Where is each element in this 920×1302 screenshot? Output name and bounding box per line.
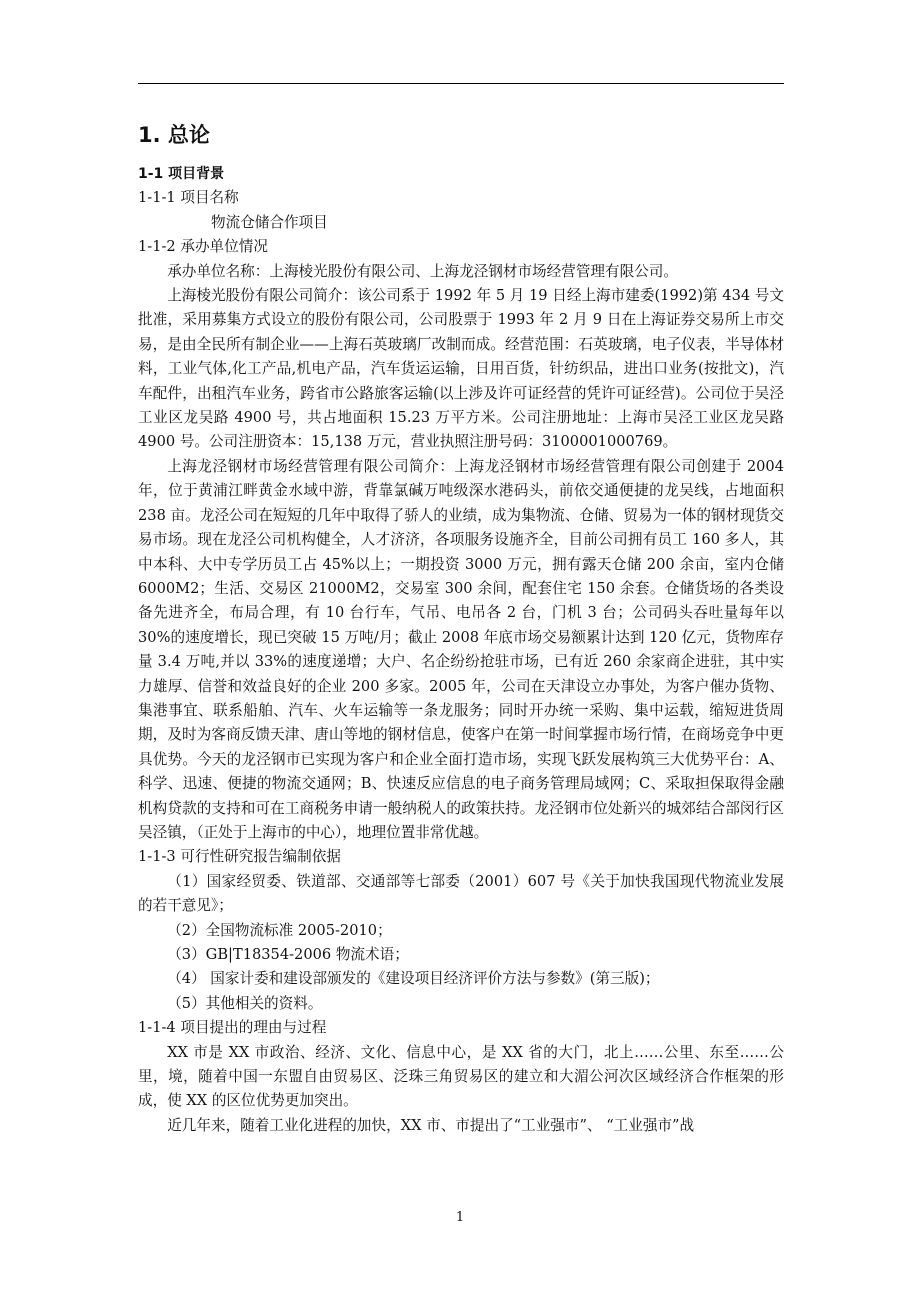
document-body (138, 120, 784, 1138)
basis-item: （2）全国物流标准 2005-2010； (167, 921, 392, 939)
paragraph-longjing: 上海龙泾钢材市场经营管理有限公司简介：上海龙泾钢材市场经营管理有限公司创建于 2004 年，位于黄浦江畔黄金水域中游，背靠氯碱万吨级深水港码头，前依交通便捷的龙吴线，占地面积 238 亩。龙泾公司在短短的几年中取得了骄人的业绩，成为集物流、仓储、贸易为一体的钢材现货交易市场。现在龙泾公司机构健全，人才济济，各项服务设施齐全，目前公司拥有员工 160 多人，其中本科、大中专学历员工占 45%以上；一期投资 3000 万元，拥有露天仓储 200 余亩，室内仓储 6000M2；生活、交易区 21000M2，交易室 300 余间，配套住宅 150 余套。仓储货场的各类设备先进齐全，布局合理，有 10 台行车，气吊、电吊各 2 台，门机 3 台；公司码头吞吐量每年以 30%的速度增长，现已突破 15 万吨/月；截止 2008 年底市场交易额累计达到 120 亿元，货物库存量 3.4 万吨,并以 33%的速度递增；大户、名企纷纷抢驻市场，已有近 260 余家商企进驻，其中实力雄厚、信誉和效益良好的企业 200 多家。2005 年，公司在天津设立办事处，为客户催办货物、集港事宜、联系船舶、汽车、火车运输等一条龙服务；同时开办统一采购、集中运载，缩短进货周期，及时为客商反馈天津、唐山等地的钢材信息，使客户在第一时间掌握市场行情，在商场竞争中更具优势。今天的龙泾钢市已实现为客户和企业全面打造市场，实现飞跃发展构筑三大优势平台：A、科学、迅速、便捷的物流交通网；B、快速反应信息的电子商务管理局域网；C、采取担保取得金融机构贷款的支持和可在工商税务申请一般纳税人的政策扶持。龙泾钢市位处新兴的城郊结合部闵行区吴泾镇，（正处于上海市的中心），地理位置非常优越。 (138, 457, 784, 841)
header-rule (138, 83, 784, 84)
basis-item: （3）GB|T18354-2006 物流术语； (167, 946, 409, 963)
basis-item: （4） 国家计委和建设部颁发的《建设项目经济评价方法与参数》(第三版)； (167, 970, 660, 988)
heading-host-units: 1-1-2 承办单位情况 (138, 238, 268, 256)
heading-basis: 1-1-3 可行性研究报告编制依据 (138, 848, 341, 866)
paragraph-reason-2: 近几年来，随着工业化进程的加快，XX 市、市提出了“工业强市”、 “工业强市”战 (167, 1116, 695, 1134)
host-units-intro: 承办单位名称：上海棱光股份有限公司、上海龙泾钢材市场经营管理有限公司。 (167, 262, 678, 280)
section-title: 1. 总论 (138, 123, 210, 147)
basis-item: （1）国家经贸委、铁道部、交通部等七部委（2001）607 号《关于加快我国现代物流业发展的若干意见》； (138, 872, 784, 915)
basis-item: （5）其他相关的资料。 (167, 994, 323, 1012)
page-number: 1 (455, 1210, 465, 1225)
heading-reason: 1-1-4 项目提出的理由与过程 (138, 1019, 327, 1037)
paragraph-reason-1: XX 市是 XX 市政治、经济、文化、信息中心，是 XX 省的大门，北上……公里、东至……公里，境，随着中国一东盟自由贸易区、泛珠三角贸易区的建立和大湄公河次区域经济合作框架的形成，使 XX 的区位优势更加突出。 (138, 1043, 784, 1110)
paragraph-lengguang: 上海棱光股份有限公司简介：该公司系于 1992 年 5 月 19 日经上海市建委(1992)第 434 号文批准，采用募集方式设立的股份有限公司，公司股票于 1993 年 2 月 9 日在上海证券交易所上市交易，是由全民所有制企业——上海石英玻璃厂改制而成。经营范围：石英玻璃，电子仪表，半导体材料，工业气体,化工产品,机电产品，汽车货运运输，日用百货，针纺织品，进出口业务(按批文)，汽车配件，出租汽车业务，跨省市公路旅客运输(以上涉及许可证经营的凭许可证经营)。公司位于吴泾工业区龙吴路 4900 号，共占地面积 15.23 万平方米。公司注册地址：上海市吴泾工业区龙吴路 4900 号。公司注册资本：15,138 万元，营业执照注册号码：3100001000769。 (138, 287, 784, 451)
project-name-text: 物流仓储合作项目 (211, 213, 328, 231)
heading-project-background: 1-1 项目背景 (138, 166, 225, 182)
heading-project-name: 1-1-1 项目名称 (138, 189, 239, 207)
